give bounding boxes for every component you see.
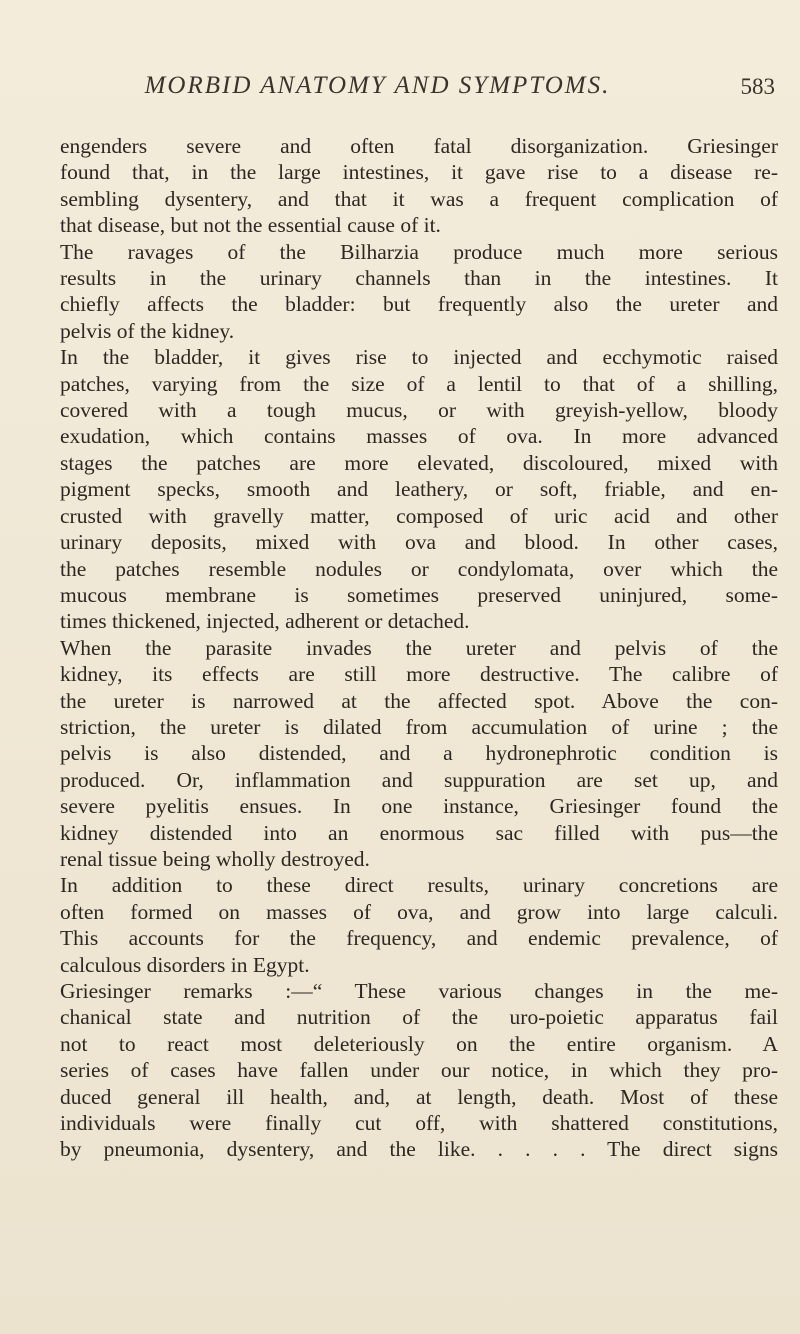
text-line: In the bladder, it gives rise to injected and ecchymotic raised: [60, 345, 778, 370]
paragraph: [60, 635, 778, 873]
text-line: renal tissue being wholly destroyed.: [60, 846, 370, 871]
text-line: duced general ill health, and, at length, death. Most of these: [60, 1084, 778, 1109]
text-line: not to react most deleteriously on the entire organism. A: [60, 1031, 778, 1056]
text-line: The ravages of the Bilharzia produce much more serious: [60, 239, 778, 264]
text-line: often formed on masses of ova, and grow into large calculi.: [60, 899, 778, 924]
text-line: When the parasite invades the ureter and pelvis of the: [60, 635, 778, 660]
paragraph: [60, 978, 778, 1163]
text-line: the ureter is narrowed at the affected spot. Above the con-: [60, 688, 778, 713]
text-line: In addition to these direct results, urinary concretions are: [60, 873, 778, 898]
text-line: patches, varying from the size of a lentil to that of a shilling,: [60, 371, 778, 396]
text-line: times thickened, injected, adherent or detached.: [60, 609, 470, 634]
text-line: severe pyelitis ensues. In one instance, Griesinger found the: [60, 794, 778, 819]
paragraph: [60, 872, 778, 978]
text-line: that disease, but not the essential cause of it.: [60, 213, 441, 238]
text-line: pelvis of the kidney.: [60, 318, 235, 343]
paragraph: [60, 133, 778, 239]
text-line: pelvis is also distended, and a hydronephrotic condition is: [60, 741, 778, 766]
text-line: chiefly affects the bladder: but frequently also the ureter and: [60, 292, 778, 317]
text-line: covered with a tough mucus, or with greyish-yellow, bloody: [60, 398, 778, 423]
text-line: found that, in the large intestines, it gave rise to a disease re-: [60, 160, 778, 185]
text-line: This accounts for the frequency, and endemic prevalence, of: [60, 926, 778, 951]
paragraph: [60, 344, 778, 634]
paragraph: [60, 239, 778, 345]
text-line: exudation, which contains masses of ova. In more advanced: [60, 424, 778, 449]
text-line: stages the patches are more elevated, discoloured, mixed with: [60, 450, 778, 475]
text-line: series of cases have fallen under our notice, in which they pro-: [60, 1058, 778, 1083]
body-text: [60, 133, 778, 1163]
text-line: kidney distended into an enormous sac filled with pus—the: [60, 820, 778, 845]
text-line: results in the urinary channels than in the intestines. It: [60, 266, 778, 291]
text-line: by pneumonia, dysentery, and the like. . . . . The direct signs: [60, 1137, 778, 1162]
text-line: crusted with gravelly matter, composed of uric acid and other: [60, 503, 778, 528]
text-line: pigment specks, smooth and leathery, or soft, friable, and en-: [60, 477, 778, 502]
text-line: mucous membrane is sometimes preserved uninjured, some-: [60, 582, 778, 607]
page-header: [60, 72, 775, 112]
text-line: striction, the ureter is dilated from accumulation of urine ; the: [60, 714, 778, 739]
running-title: MORBID ANATOMY AND SYMPTOMS.: [144, 72, 611, 99]
text-line: urinary deposits, mixed with ova and blood. In other cases,: [60, 530, 778, 555]
text-line: chanical state and nutrition of the uro-poietic apparatus fail: [60, 1005, 778, 1030]
page-number: 583: [740, 74, 775, 99]
text-line: produced. Or, inflammation and suppuration are set up, and: [60, 767, 778, 792]
text-line: engenders severe and often fatal disorganization. Griesinger: [60, 134, 778, 158]
text-line: calculous disorders in Egypt.: [60, 952, 310, 977]
text-line: the patches resemble nodules or condylomata, over which the: [60, 556, 778, 581]
text-line: sembling dysentery, and that it was a frequent complication of: [60, 186, 778, 211]
text-line: individuals were finally cut off, with shattered constitutions,: [60, 1111, 778, 1136]
text-line: kidney, its effects are still more destructive. The calibre of: [60, 662, 778, 687]
text-line: Griesinger remarks :—“ These various changes in the me-: [60, 979, 778, 1003]
